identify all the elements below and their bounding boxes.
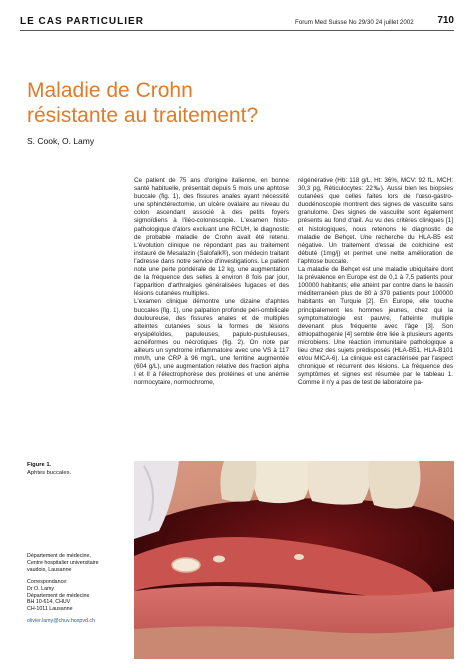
- article-title: [27, 78, 447, 128]
- section-label: LE CAS PARTICULIER: [20, 16, 144, 27]
- author-affiliation: [27, 553, 127, 625]
- figure-label: Figure 1.: [27, 462, 52, 468]
- title-line-1: Maladie de Crohn: [27, 79, 193, 102]
- body-column-right: [298, 177, 453, 442]
- page-number: 710: [437, 15, 454, 26]
- correspondence-label: Correspondance:: [27, 578, 68, 585]
- journal-info: Forum Med Suisse No 29/30 24 juillet 2002: [295, 19, 414, 26]
- paragraph: Ce patient de 75 ans d'origine italienne, en bonne santé habituelle, présentait depuis 5 mois une aphtose buccale (fig. 1), des fissures anales ayant nécessité une sphinctérectomie, un ulcère ovalaire au niveau du colon ascendant associé à des petits foyers sigmoïdiens à l'iléo-colonoscopie. L'examen histo-pathologique d'alors excluant une RCUH, le diagnostic de probable maladie de Crohn avait été retenu. L'évolution clinique ne répondant pas au traitement instauré de Mesalazin (Salofalk®), son médecin traitant l'adresse dans notre service d'investigations. Le patient note une perte pondérale de 12 kg, une augmentation de la fréquence des selles à environ 8 fois par jour, l'apparition d'arthralgies généralisées fugaces et des lésions cutanées multiples.: [134, 177, 289, 298]
- authors: S. Cook, O. Lamy: [27, 136, 95, 146]
- correspondence-email-link[interactable]: olivier.lamy@chuv.hospvd.ch: [27, 618, 95, 625]
- figure-caption: [27, 462, 127, 477]
- paragraph: La maladie de Behçet est une maladie ubiquitaire dont la prévalence en Europe est de 0,1 à 7,5 patients pour 100000 habitants; elle atteint par contre dans le bassin méditerranéen plus de 80 à 370 patients pour 100000 habitants en Turquie [2]. En Europe, elle touche principalement les hommes jeunes, chez qui la symptomatologie est pauvre, l'atteinte multiple devenant plus fréquente avec l'âge [3]. Son éthiopathogénie [4] semble être liée à plusieurs agents microbiens. Une réaction immunitaire pathologique a lieu chez des sujets prédisposés (HLA-B51, HLA-B101 et/ou MICA-6). La clinique est caractérisée par l'aspect chronique et récurrent des lésions. La fréquence des symptômes et signes est résumée par le tableau 1. Comme il n'y a pas de test de laboratoire pa-: [298, 266, 453, 387]
- correspondence-name: Dr O. Lamy: [27, 585, 55, 592]
- body-column-left: [134, 177, 289, 442]
- header-rule: [20, 30, 454, 31]
- affiliation-dept: Département de médecine,: [27, 553, 91, 559]
- paragraph: L'examen clinique démontre une dizaine d'aphtes buccales (fig. 1), une palpation profonde péri-ombilicale douloureuse, des fissures anales et de multiples atteintes cutanées sous la formes de lésions erysipéloïdes, papuleuses, papulo-pustuleuses, acnéiformes ou nécrotiques (fig. 2). On note par ailleurs un syndrome inflammatoire avec une VS à 117 mm/h, une CRP à 96 mg/L, une ferritine augmentée (604 g/L), une augmentation relative des fraction alpha I et II à l'électrophorèse des protéines et une anémie normocytaire, normochrome,: [134, 298, 289, 387]
- figure-photo-mouth: [134, 461, 454, 659]
- correspondence-city: CH-1011 Lausanne: [27, 606, 73, 613]
- title-line-2: résistante au traitement?: [27, 104, 259, 127]
- affiliation-center: Centre hospitalier universitaire: [27, 559, 99, 566]
- paragraph: régénérative (Hb: 118 g/L, Ht: 36%, MCV: 92 fL, MCH: 30,3 pg, Réticulocytes: 22‰). Aussi bien les biopsies cutanées que celles faites lors de l'œso-gastro-duodénoscopie montrent des signes de vasculite sans granulome. Des signes de vasculite sont également présents au fond d'œil. Au vu des critères cliniques [1] et histologiques, nous retenons le diagnostic de maladie de Behçet. Une recherche du HLA-B5 est négative. Un traitement d'essai de colchicine est débuté (1mg/j) et permet une nette amélioration de l'aphtose buccale.: [298, 177, 453, 265]
- correspondence-dept: Département de médecine: [27, 592, 90, 599]
- figure-caption-text: Aphtes buccales.: [27, 469, 72, 476]
- mouth-photo-illustration: [134, 461, 454, 659]
- affiliation-canton: vaudois, Lausanne: [27, 566, 72, 573]
- correspondence-address: BH 10-614, CHUV: [27, 599, 71, 606]
